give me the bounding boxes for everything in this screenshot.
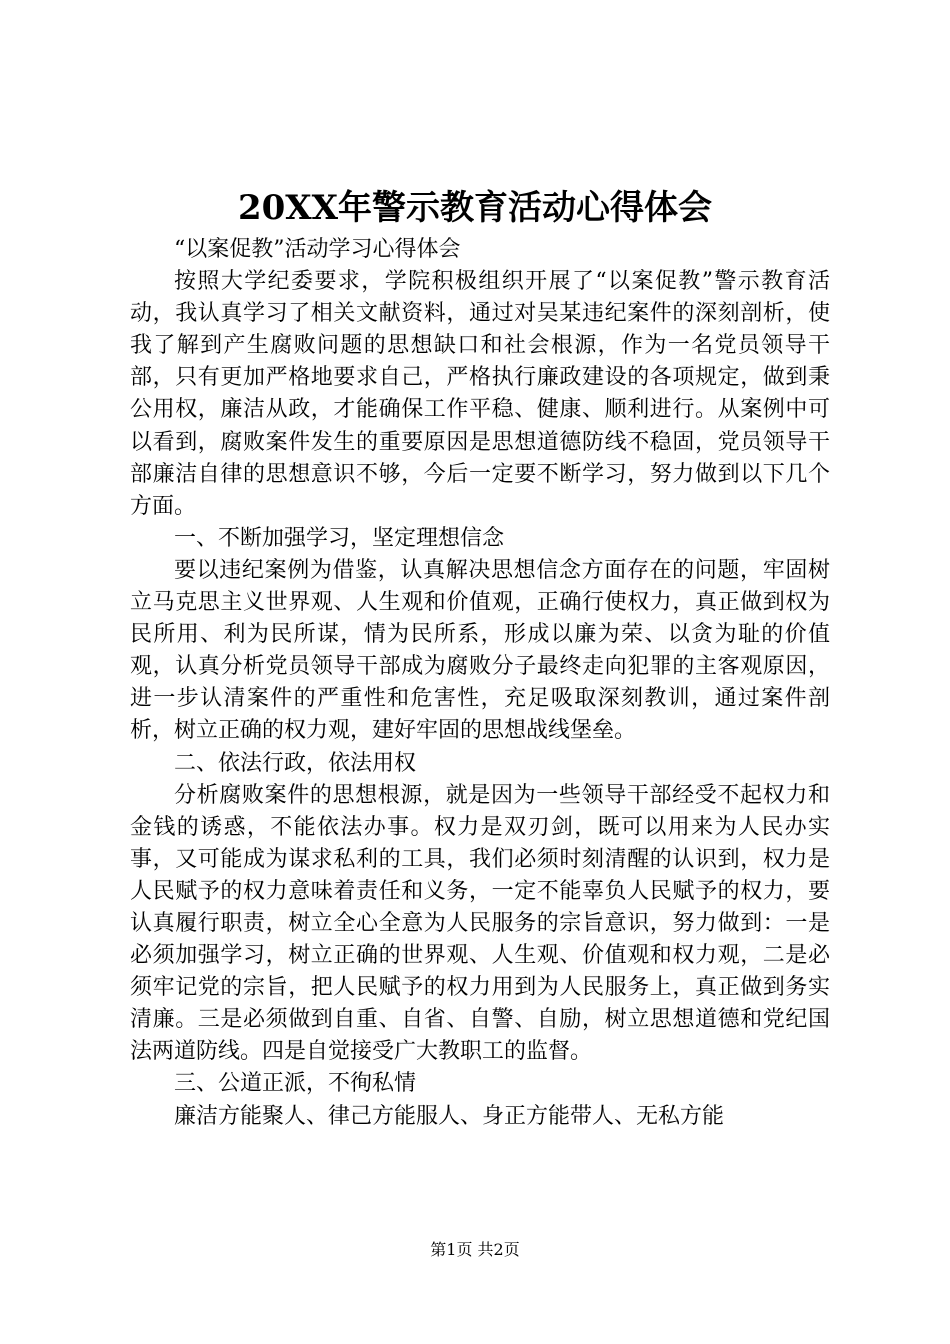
subtitle-line: “以案促教”活动学习心得体会: [174, 237, 461, 262]
section-heading-3: 三、公道正派，不徇私情: [174, 1071, 417, 1097]
section-heading-2: 二、依法行政，依法用权: [174, 750, 417, 776]
section-paragraph-2: 分析腐败案件的思想根源，就是因为一些领导干部经受不起权力和金钱的诱惑，不能依法办事。权力是双刃剑，既可以用来为人民办实事，又可能成为谋求私利的工具，我们必须时刻清醒的认识到，权力是人民赋予的权力意味着责任和义务，一定不能辜负人民赋予的权力，要认真履行职责，树立全心全意为人民服务的宗旨意识，努力做到：一是必须加强学习，树立正确的世界观、人生观、价值观和权力观，二是必须牢记党的宗旨，把人民赋予的权力用到为人民服务上，真正做到务实清廉。三是必须做到自重、自省、自警、自励，树立思想道德和党纪国法两道防线。四是自觉接受广大教职工的监督。: [130, 782, 830, 1065]
section-heading-1: 一、不断加强学习，坚定理想信念: [174, 525, 505, 551]
intro-paragraph: 按照大学纪委要求，学院积极组织开展了“以案促教”警示教育活动，我认真学习了相关文献资料，通过对吴某违纪案件的深刻剖析，使我了解到产生腐败问题的思想缺口和社会根源，作为一名党员领导干部，只有更加严格地要求自己，严格执行廉政建设的各项规定，做到秉公用权，廉洁从政，才能确保工作平稳、健康、顺利进行。从案例中可以看到，腐败案件发生的重要原因是思想道德防线不稳固，党员领导干部廉洁自律的思想意识不够，今后一定要不断学习，努力做到以下几个方面。: [130, 269, 830, 519]
document-title: 20XX年警示教育活动心得体会: [237, 188, 713, 228]
section-paragraph-3: 廉洁方能聚人、律己方能服人、身正方能带人、无私方能: [174, 1103, 725, 1129]
document-body: [130, 234, 830, 1133]
page-footer: 第1页 共2页: [430, 1240, 520, 1259]
section-paragraph-1: 要以违纪案例为借鉴，认真解决思想信念方面存在的问题，牢固树立马克思主义世界观、人生观和价值观，正确行使权力，真正做到权为民所用、利为民所谋，情为民所系，形成以廉为荣、以贪为耻的价值观，认真分析党员领导干部成为腐败分子最终走向犯罪的主客观原因，进一步认清案件的严重性和危害性，充足吸取深刻教训，通过案件剖析，树立正确的权力观，建好牢固的思想战线堡垒。: [130, 557, 830, 744]
